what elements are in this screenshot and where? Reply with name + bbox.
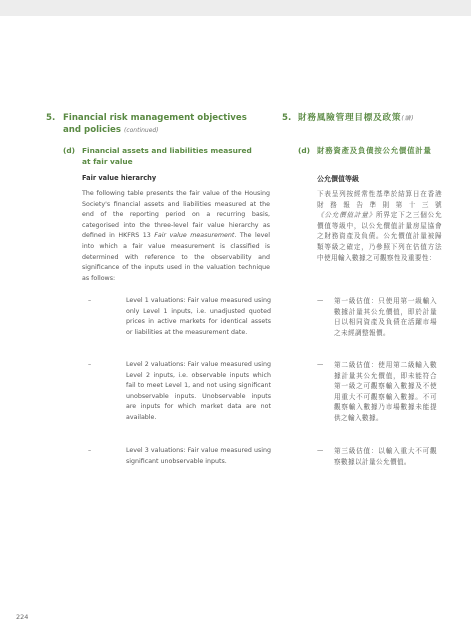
zh-bullet-3-dash: — — [317, 447, 324, 454]
en-intro-before: The following table presents the fair value of the Housing Society's financial assets and liabilities measured at the end of the reporting period on a recurring basis, categorised into the three-level fair value hierarchy as defined in HKFRS 13 — [82, 190, 270, 240]
zh-sub-title: 財務資產及負債按公允價值計量 — [317, 146, 432, 155]
zh-bullet-3-text: 第三級估值：以輸入重大不可觀察數據以計量公允價值。 — [334, 447, 437, 466]
en-bullet-1-text: Level 1 valuations: Fair value measured using only Level 1 inputs, i.e. unadjusted quoted prices in active markets for identical assets or liabilities at the measurement date. — [126, 297, 271, 336]
en-intro-italic: Fair value measurement — [154, 232, 235, 240]
en-intro-after: . The level into which a fair value measurement is classified is determined with reference to the observability and significance of the inputs used in the valuation technique as follows: — [82, 232, 270, 282]
en-intro-paragraph — [82, 189, 270, 284]
en-section-title-text: Financial risk management objectives and policies — [63, 113, 247, 135]
en-bullet-2-text: Level 2 valuations: Fair value measured using Level 2 inputs, i.e. observable inputs which fail to meet Level 1, and not using significant unobservable inputs. Unobservable inputs are inputs for which market data are not available. — [126, 361, 271, 421]
zh-section-number: 5. — [282, 113, 292, 123]
en-section-continued: (continued) — [124, 127, 159, 134]
zh-section-title-text: 財務風險管理目標及政策 — [298, 113, 402, 123]
zh-bullet-2-dash: — — [317, 361, 324, 368]
zh-intro-before: 下表呈列按經常性基準於結算日在香港財務報告準則第十三號 — [317, 190, 442, 209]
zh-section-continued: (續) — [401, 115, 415, 122]
en-section-title — [63, 112, 253, 137]
en-bullet-1-dash: – — [88, 297, 92, 304]
zh-intro-after: 所界定下之三個公允價值等級中，以公允價值計量房屋協會之財務資產及負債。公允價值計量被歸類等級之確定，乃參照下列在估值方法中使用輸入數據之可觀察性及重要性： — [317, 211, 442, 262]
page-number: 224 — [16, 613, 29, 621]
zh-bullet-1-dash: — — [317, 297, 324, 304]
en-bullet-2-dash: – — [88, 361, 92, 368]
zh-fair-value-heading: 公允價值等級 — [317, 175, 359, 183]
zh-bullet-2-text: 第二級估值：使用第二級輸入數據計量其公允價值，即未能符合第一級之可觀察輸入數據及不使用重大不可觀察輸入數據。不可觀察輸入數據乃市場數據未能提供之輸入數據。 — [334, 361, 437, 422]
zh-intro-paragraph — [317, 189, 442, 263]
top-decorative-bar — [0, 0, 471, 16]
en-sub-title: Financial assets and liabilities measured at fair value — [82, 146, 252, 166]
zh-intro-italic: 《公允價值計量》 — [317, 211, 376, 220]
en-sub-label: (d) — [63, 146, 76, 155]
zh-bullet-1-text: 第一級估值：只使用第一級輸入數據計量其公允價值，即於計量日以相同資產及負債在活躍市場之未經調整報價。 — [334, 297, 437, 337]
en-section-number: 5. — [46, 113, 56, 123]
en-bullet-3-dash: – — [88, 447, 92, 454]
en-bullet-3-text: Level 3 valuations: Fair value measured using significant unobservable inputs. — [126, 447, 271, 465]
en-fair-value-heading: Fair value hierarchy — [82, 174, 157, 182]
zh-sub-label: (d) — [298, 146, 311, 155]
zh-section-title — [298, 112, 438, 125]
